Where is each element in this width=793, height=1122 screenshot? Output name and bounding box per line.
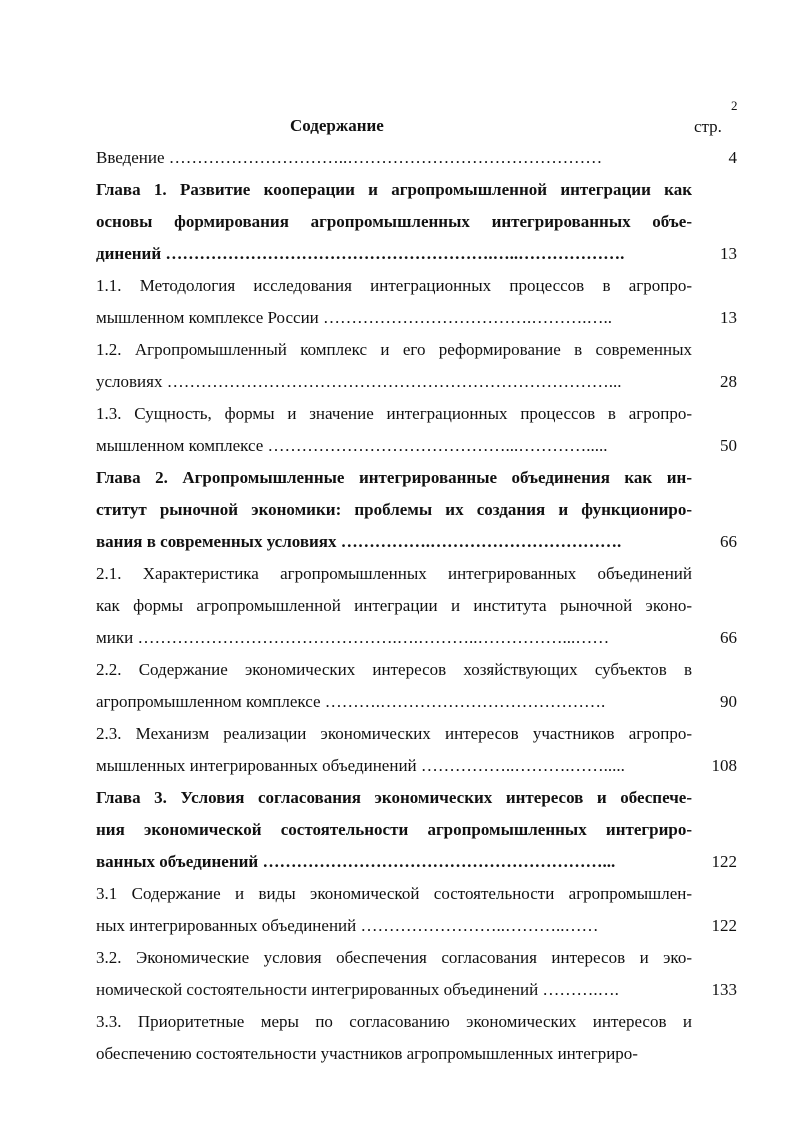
toc-line [96,977,741,1009]
toc-line-text: 1.2. Агропромышленный комплекс и его реформирование в современных [96,340,692,359]
toc-line-text: 2.3. Механизм реализации экономических интересов участников агропро- [96,724,692,743]
toc-line [96,849,741,881]
toc-heading: Содержание [290,116,384,135]
toc-line-text: 2.2. Содержание экономических интересов хозяйствующих субъектов в [96,660,692,679]
toc-section-entry[interactable] [96,401,741,465]
toc-line [96,689,741,721]
toc-page-number: 50 [720,436,737,455]
toc-line-text: агропромышленном комплексе ……….…………………………………. [96,692,606,711]
toc-section-entry[interactable] [96,721,741,785]
toc-page-number: 4 [728,148,737,167]
toc-line [96,753,741,785]
toc-page-number: 66 [720,628,737,647]
toc-line [96,305,741,337]
toc-section-entry[interactable] [96,145,741,177]
toc-line [96,593,741,625]
toc-section-entry[interactable] [96,1009,741,1073]
toc-line-text: 3.3. Приоритетные меры по согласованию экономических интересов и [96,1012,692,1031]
toc-line [96,241,741,273]
toc-section-entry[interactable] [96,657,741,721]
toc-line-text: Глава 1. Развитие кооперации и агропромышленной интеграции как [96,180,692,199]
toc-line-text: вания в современных условиях …………….……………………………. [96,532,622,551]
toc-line-text: ных интегрированных объединений ……………………..………..…… [96,916,599,935]
toc-line [96,177,741,209]
toc-line [96,273,741,305]
toc-page-number: 122 [711,916,737,935]
toc-section-entry[interactable] [96,273,741,337]
toc-line-text: 1.3. Сущность, формы и значение интеграционных процессов в агропро- [96,404,692,423]
toc-section-entry[interactable] [96,561,741,657]
toc-line [96,1041,741,1073]
toc-line [96,369,741,401]
toc-line-text: обеспечению состоятельности участников агропромышленных интегриро- [96,1044,638,1063]
toc-chapter-entry[interactable] [96,465,741,561]
toc-line [96,465,741,497]
toc-page-number: 28 [720,372,737,391]
toc-line [96,657,741,689]
toc-page-number: 90 [720,692,737,711]
toc-line-text: ститут рыночной экономики: проблемы их создания и функциониро- [96,500,692,519]
toc-line-text: 1.1. Методология исследования интеграционных процессов в агропро- [96,276,692,295]
toc-line-text: мики ……………………………………….….………..……………...…… [96,628,610,647]
toc-line-text: основы формирования агропромышленных интегрированных объе- [96,212,692,231]
toc-line-text: условиях ……………………………………………………………………... [96,372,622,391]
toc-line [96,913,741,945]
toc-line-text: номической состоятельности интегрированных объединений ……….…. [96,980,619,999]
page-column-label: стр. [694,117,722,136]
toc-line-text: ния экономической состоятельности агропромышленных интегриро- [96,820,692,839]
toc-line [96,433,741,465]
toc-page-number: 13 [720,244,737,263]
toc-line-text: как формы агропромышленной интеграции и института рыночной эконо- [96,596,692,615]
toc-line-text: Глава 2. Агропромышленные интегрированные объединения как ин- [96,468,692,487]
toc-line-text: динений ………………………………………………….…..………………. [96,244,625,263]
toc-line [96,817,741,849]
toc-page-number: 133 [711,980,737,999]
toc-line [96,145,741,177]
toc-line-text: Глава 3. Условия согласования экономических интересов и обеспече- [96,788,692,807]
toc-page-number: 108 [711,756,737,775]
toc-line-text: Введение …………………………..……………………………………… [96,148,603,167]
toc-line [96,401,741,433]
toc-line-text: мышленном комплексе России ……………………………….……….….. [96,308,613,327]
toc-section-entry[interactable] [96,945,741,1009]
toc-chapter-entry[interactable] [96,177,741,273]
toc-page-number: 13 [720,308,737,327]
toc-line-text: ванных объединений ……………………………………………………... [96,852,616,871]
toc-line-text: 2.1. Характеристика агропромышленных интегрированных объединений [96,564,692,583]
toc-chapter-entry[interactable] [96,785,741,881]
toc-line-text: 3.1 Содержание и виды экономической состоятельности агропромышлен- [96,884,692,903]
toc-line [96,561,741,593]
toc-line-text: 3.2. Экономические условия обеспечения согласования интересов и эко- [96,948,692,967]
toc-line [96,1009,741,1041]
table-of-contents [96,145,741,1073]
toc-line [96,209,741,241]
toc-line-text: мышленных интегрированных объединений ……………..……….……..... [96,756,625,775]
toc-line [96,625,741,657]
toc-line [96,337,741,369]
toc-page-number: 122 [711,852,737,871]
toc-line [96,529,741,561]
toc-section-entry[interactable] [96,337,741,401]
toc-line [96,785,741,817]
toc-line [96,497,741,529]
toc-line [96,881,741,913]
toc-page-number: 66 [720,532,737,551]
toc-line [96,721,741,753]
toc-line [96,945,741,977]
page-number: 2 [731,98,738,113]
toc-section-entry[interactable] [96,881,741,945]
toc-line-text: мышленном комплексе ……………………………………...…………..... [96,436,608,455]
